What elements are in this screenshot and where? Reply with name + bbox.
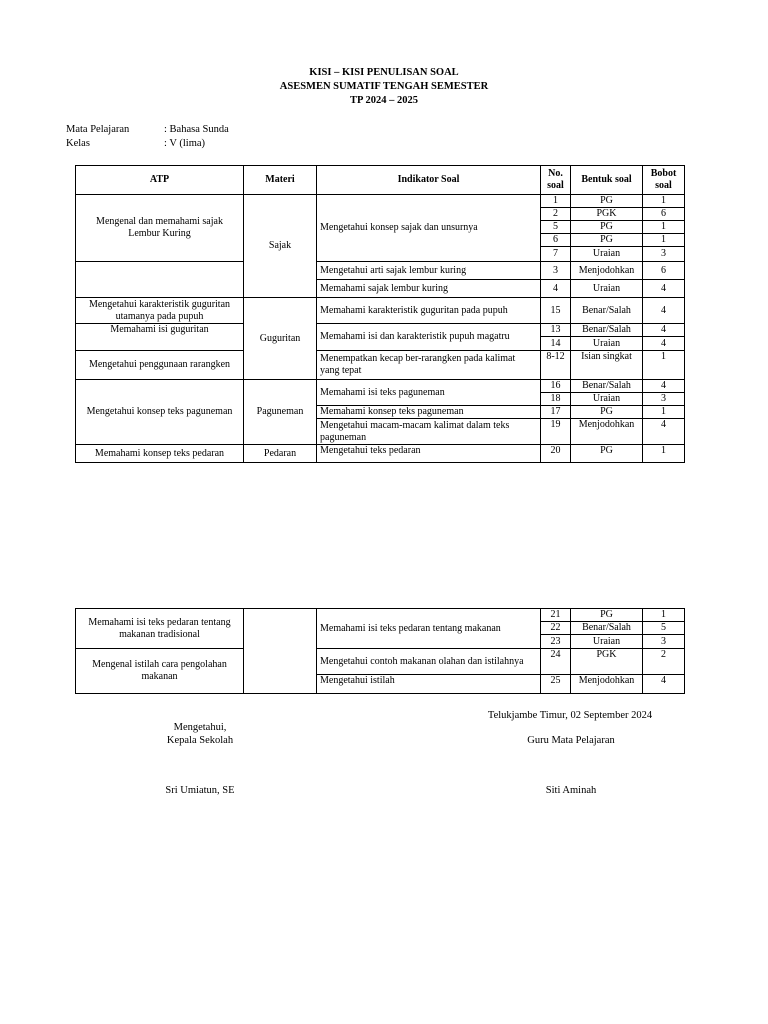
no-soal-cell: 3 [541, 262, 571, 280]
bentuk-soal-cell: PG [571, 445, 643, 463]
bobot-soal-cell: 4 [643, 280, 685, 298]
materi-cell: Sajak [244, 195, 317, 298]
no-soal-cell: 2 [541, 208, 571, 221]
no-soal-cell: 15 [541, 298, 571, 324]
no-soal-cell: 16 [541, 380, 571, 393]
bentuk-soal-cell: Uraian [571, 635, 643, 649]
bobot-soal-cell: 3 [643, 393, 685, 406]
bobot-soal-cell: 4 [643, 380, 685, 393]
table-header-row [76, 166, 685, 195]
signature-place-date: Telukjambe Timur, 02 September 2024 [487, 710, 653, 721]
atp-cell: Mengetahui konsep teks paguneman [76, 380, 244, 445]
bentuk-soal-cell: PG [571, 609, 643, 622]
bobot-soal-cell: 6 [643, 208, 685, 221]
indikator-cell: Mengetahui macam-macam kalimat dalam teks paguneman [317, 419, 541, 445]
bobot-soal-cell: 3 [643, 247, 685, 262]
bobot-soal-cell: 1 [643, 221, 685, 234]
bentuk-soal-cell: Menjodohkan [571, 419, 643, 445]
table-row [76, 298, 685, 324]
atp-cell: Memahami konsep teks pedaran [76, 445, 244, 463]
bobot-soal-cell: 1 [643, 351, 685, 380]
atp-cell: Memahami isi teks pedaran tentang makanan tradisional [76, 609, 244, 649]
no-soal-cell: 23 [541, 635, 571, 649]
bobot-soal-cell: 6 [643, 262, 685, 280]
atp-cell: Mengenal dan memahami sajak Lembur Kuring [76, 195, 244, 262]
no-soal-cell: 19 [541, 419, 571, 445]
atp-cell: Memahami isi guguritan [76, 324, 244, 351]
bentuk-soal-cell: Menjodohkan [571, 675, 643, 694]
bobot-soal-cell: 4 [643, 419, 685, 445]
bentuk-soal-cell: PGK [571, 208, 643, 221]
header-bentuk-soal: Bentuk soal [571, 166, 643, 195]
bentuk-soal-cell: PG [571, 406, 643, 419]
doc-title-line-3: TP 2024 – 2025 [350, 95, 418, 106]
signature-left-line2: Kepala Sekolah [166, 735, 234, 746]
no-soal-cell: 8-12 [541, 351, 571, 380]
atp-cell-empty [76, 262, 244, 298]
doc-title-line-2: ASESMEN SUMATIF TENGAH SEMESTER [279, 81, 489, 92]
meta-class-label: Kelas [66, 138, 90, 149]
materi-cell: Pedaran [244, 445, 317, 463]
table-row [76, 380, 685, 393]
indikator-cell: Mengetahui istilah [317, 675, 541, 694]
no-soal-cell: 14 [541, 337, 571, 351]
table-row [76, 445, 685, 463]
bobot-soal-cell: 4 [643, 337, 685, 351]
signature-left-line1: Mengetahui, [173, 722, 227, 733]
table-row [76, 195, 685, 208]
materi-cell: Guguritan [244, 298, 317, 380]
indikator-cell: Mengetahui arti sajak lembur kuring [317, 262, 541, 280]
bobot-soal-cell: 1 [643, 195, 685, 208]
doc-title-line-1: KISI – KISI PENULISAN SOAL [309, 67, 459, 78]
indikator-cell: Menempatkan kecap ber-rarangken pada kalimat yang tepat [317, 351, 541, 380]
bentuk-soal-cell: Benar/Salah [571, 380, 643, 393]
table-row [76, 351, 685, 380]
header-materi: Materi [244, 166, 317, 195]
header-atp: ATP [76, 166, 244, 195]
indikator-cell: Memahami konsep teks paguneman [317, 406, 541, 419]
no-soal-cell: 1 [541, 195, 571, 208]
signature-left-name: Sri Umiatun, SE [165, 785, 235, 796]
no-soal-cell: 22 [541, 622, 571, 635]
signature-right-name: Siti Aminah [545, 785, 597, 796]
no-soal-cell: 25 [541, 675, 571, 694]
no-soal-cell: 7 [541, 247, 571, 262]
bentuk-soal-cell: Isian singkat [571, 351, 643, 380]
bentuk-soal-cell: Uraian [571, 393, 643, 406]
bentuk-soal-cell: PGK [571, 649, 643, 675]
meta-subject-label: Mata Pelajaran [66, 124, 130, 135]
bobot-soal-cell: 1 [643, 445, 685, 463]
no-soal-cell: 18 [541, 393, 571, 406]
meta-class-value: : V (lima) [164, 138, 206, 149]
materi-cell: Paguneman [244, 380, 317, 445]
bentuk-soal-cell: Uraian [571, 280, 643, 298]
header-indikator: Indikator Soal [317, 166, 541, 195]
no-soal-cell: 20 [541, 445, 571, 463]
indikator-cell: Memahami sajak lembur kuring [317, 280, 541, 298]
indikator-cell: Memahami isi teks pedaran tentang makanan [317, 609, 541, 649]
indikator-cell: Mengetahui contoh makanan olahan dan istilahnya [317, 649, 541, 675]
bobot-soal-cell: 2 [643, 649, 685, 675]
header-no-soal: No. soal [541, 166, 571, 195]
kisi-table-continued [75, 608, 685, 694]
table-row [76, 324, 685, 337]
indikator-cell: Memahami isi teks paguneman [317, 380, 541, 406]
signature-right-title: Guru Mata Pelajaran [527, 735, 615, 746]
meta-subject [66, 123, 229, 136]
bentuk-soal-cell: Uraian [571, 247, 643, 262]
no-soal-cell: 17 [541, 406, 571, 419]
no-soal-cell: 13 [541, 324, 571, 337]
indikator-cell: Mengetahui teks pedaran [317, 445, 541, 463]
no-soal-cell: 5 [541, 221, 571, 234]
bobot-soal-cell: 1 [643, 609, 685, 622]
atp-cell: Mengenal istilah cara pengolahan makanan [76, 649, 244, 694]
bentuk-soal-cell: Benar/Salah [571, 622, 643, 635]
bentuk-soal-cell: Menjodohkan [571, 262, 643, 280]
bentuk-soal-cell: Benar/Salah [571, 298, 643, 324]
kisi-table [75, 165, 685, 463]
indikator-cell: Memahami karakteristik guguritan pada pupuh [317, 298, 541, 324]
no-soal-cell: 4 [541, 280, 571, 298]
header-bobot-soal: Bobot soal [643, 166, 685, 195]
atp-cell: Mengetahui penggunaan rarangken [76, 351, 244, 380]
no-soal-cell: 21 [541, 609, 571, 622]
bentuk-soal-cell: PG [571, 195, 643, 208]
bentuk-soal-cell: Uraian [571, 337, 643, 351]
bobot-soal-cell: 4 [643, 298, 685, 324]
meta-subject-value: : Bahasa Sunda [164, 124, 229, 135]
bobot-soal-cell: 1 [643, 406, 685, 419]
table-row [76, 262, 685, 280]
meta-class [66, 137, 205, 150]
bobot-soal-cell: 1 [643, 234, 685, 247]
bentuk-soal-cell: PG [571, 221, 643, 234]
bobot-soal-cell: 3 [643, 635, 685, 649]
indikator-cell: Mengetahui konsep sajak dan unsurnya [317, 195, 541, 262]
indikator-cell: Memahami isi dan karakteristik pupuh magatru [317, 324, 541, 351]
bentuk-soal-cell: Benar/Salah [571, 324, 643, 337]
bobot-soal-cell: 5 [643, 622, 685, 635]
bobot-soal-cell: 4 [643, 675, 685, 694]
table-row [76, 609, 685, 622]
bobot-soal-cell: 4 [643, 324, 685, 337]
no-soal-cell: 6 [541, 234, 571, 247]
atp-cell: Mengetahui karakteristik guguritan utamanya pada pupuh [76, 298, 244, 324]
materi-cell-empty [244, 609, 317, 694]
table-row [76, 649, 685, 662]
no-soal-cell: 24 [541, 649, 571, 675]
bentuk-soal-cell: PG [571, 234, 643, 247]
